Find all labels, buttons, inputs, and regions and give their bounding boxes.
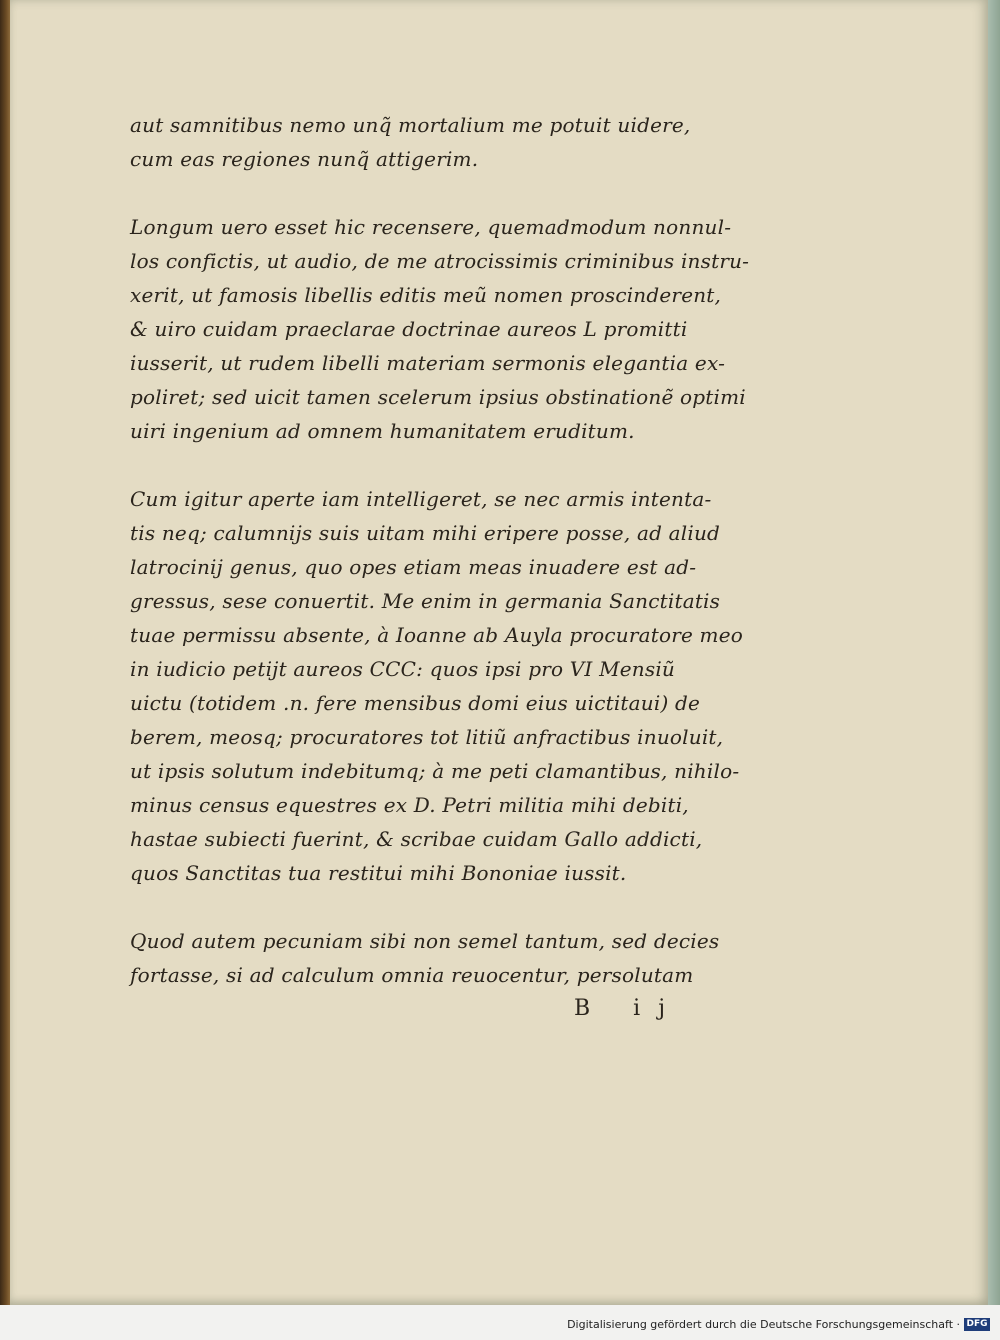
signature-mark: B ij xyxy=(574,996,684,1021)
text-line: & uiro cuidam praeclarae doctrinae aureos L promitti xyxy=(130,317,688,341)
text-line: Quod autem pecuniam sibi non semel tantum, sed decies xyxy=(130,929,720,953)
text-line: uiri ingenium ad omnem humanitatem eruditum. xyxy=(130,419,635,443)
text-line: xerit, ut famosis libellis editis meũ nomen proscinderent, xyxy=(130,283,722,307)
text-line: quos Sanctitas tua restitui mihi Bononiae iussit. xyxy=(130,861,627,885)
text-line: iusserit, ut rudem libelli materiam sermonis elegantia ex- xyxy=(130,351,726,375)
paragraph-2 xyxy=(130,210,750,448)
paragraph-1 xyxy=(130,108,730,176)
paragraph-3 xyxy=(130,482,743,890)
text-line: los confictis, ut audio, de me atrocissimis criminibus instru- xyxy=(130,249,750,273)
text-line: uictu (totidem .n. fere mensibus domi eius uictitaui) de xyxy=(130,691,701,715)
text-line: tis neq; calumnijs suis uitam mihi eripere posse, ad aliud xyxy=(130,521,721,545)
page-background-edge xyxy=(988,0,1000,1320)
dfg-logo-icon: DFG xyxy=(964,1318,990,1331)
text-line: cum eas regiones nunq̃ attigerim. xyxy=(130,147,479,171)
text-line: minus census equestres ex D. Petri militia mihi debiti, xyxy=(130,793,689,817)
text-line: poliret; sed uicit tamen scelerum ipsius obstinationẽ optimi xyxy=(130,385,746,409)
text-line: gressus, sese conuertit. Me enim in germania Sanctitatis xyxy=(130,589,721,613)
text-line: hastae subiecti fuerint, & scribae cuidam Gallo addicti, xyxy=(130,827,703,851)
text-line: Cum igitur aperte iam intelligeret, se nec armis intenta- xyxy=(130,487,712,511)
book-spine-edge xyxy=(0,0,10,1320)
paragraph-4 xyxy=(130,924,730,992)
digitization-credit: Digitalisierung gefördert durch die Deutsche Forschungsgemeinschaft · xyxy=(567,1318,960,1331)
text-line: berem, meosq; procuratores tot litiũ anfractibus inuoluit, xyxy=(130,725,724,749)
text-line: ut ipsis solutum indebitumq; à me peti clamantibus, nihilo- xyxy=(130,759,740,783)
text-line: tuae permissu absente, à Ioanne ab Auyla procuratore meo xyxy=(130,623,743,647)
text-line: aut samnitibus nemo unq̃ mortalium me potuit uidere, xyxy=(130,113,691,137)
text-line: latrocinij genus, quo opes etiam meas inuadere est ad- xyxy=(130,555,697,579)
text-line: Longum uero esset hic recensere, quemadmodum nonnul- xyxy=(130,215,732,239)
text-line: in iudicio petijt aureos CCC: quos ipsi pro VI Mensiũ xyxy=(130,657,676,681)
text-line: fortasse, si ad calculum omnia reuocentur, persolutam xyxy=(130,963,694,987)
body-text xyxy=(130,108,750,1026)
